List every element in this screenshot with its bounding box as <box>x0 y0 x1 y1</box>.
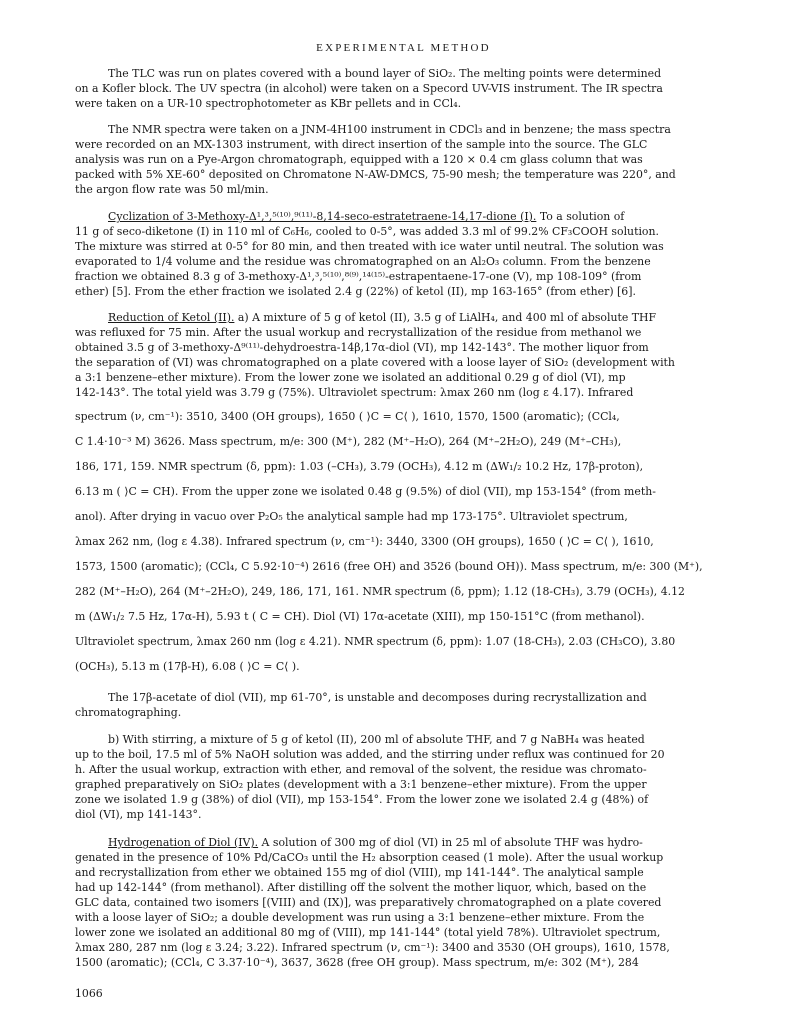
text-line: was refluxed for 75 min. After the usual workup and recrystallization of the residue from methanol we <box>75 326 642 339</box>
text-line: 1500 (aromatic); (CCl₄, C 3.37·10⁻⁴), 3637, 3628 (free OH group). Mass spectrum, m/e: 302 (M⁺), 284 <box>75 956 639 969</box>
text-line: were recorded on an MX-1303 instrument, with direct insertion of the sample into the source. The GLC <box>75 138 648 151</box>
text-line: 11 g of seco-diketone (I) in 110 ml of C₆H₆, cooled to 0-5°, was added 3.3 ml of 99.2% CF₃COOH solution. <box>75 225 659 238</box>
text-line: and recrystallization from ether we obtained 155 mg of diol (VIII), mp 141-144°. The analytical sample <box>75 866 644 879</box>
text-line: packed with 5% XE-60° deposited on Chromatone N-AW-DMCS, 75-90 mesh; the temperature was 220°, and <box>75 168 676 181</box>
text-line: chromatographing. <box>75 706 182 719</box>
paragraph-nabh4 <box>75 732 745 822</box>
text-line: obtained 3.5 g of 3-methoxy-Δ⁹⁽¹¹⁾-dehydroestra-14β,17α-diol (VI), mp 142-143°. The mother liquor from <box>75 341 649 354</box>
text-span: To a solution of <box>536 210 625 223</box>
text-line: 186, 171, 159. NMR spectrum (δ, ppm): 1.03 (–CH₃), 3.79 (OCH₃), 4.12 m (ΔW₁/₂ 10.2 Hz, 17β-proton), <box>75 460 644 473</box>
text-line: 1573, 1500 (aromatic); (CCl₄, C 5.92·10⁻⁴) 2616 (free OH) and 3526 (bound OH)). Mass spectrum, m/e: 300 (M⁺), <box>75 560 703 573</box>
text-line: lower zone we isolated an additional 80 mg of (VIII), mp 141-144° (total yield 78%). Ultraviolet spectrum, <box>75 926 661 939</box>
text-line: 6.13 m ( ⟩C = CH). From the upper zone we isolated 0.48 g (9.5%) of diol (VII), mp 153-154° (from meth- <box>75 485 656 498</box>
heading-cyclization: Cyclization of 3-Methoxy-Δ¹,³,⁵⁽¹⁰⁾,⁹⁽¹¹⁾-8,14-seco-estratetraene-14,17-dione (I). <box>108 210 537 223</box>
paragraph-cyclization <box>75 209 745 299</box>
text-line: Ultraviolet spectrum, λmax 260 nm (log ε 4.21). NMR spectrum (δ, ppm): 1.07 (18-CH₃), 2.03 (CH₃CO), 3.80 <box>75 635 676 648</box>
text-line: evaporated to 1/4 volume and the residue was chromatographed on an Al₂O₃ column. From the benzene <box>75 255 651 268</box>
text-line: analysis was run on a Pye-Argon chromatograph, equipped with a 120 × 0.4 cm glass column that was <box>75 153 643 166</box>
text-line: ether) [5]. From the ether fraction we isolated 2.4 g (22%) of ketol (II), mp 163-165° (from ether) [6]. <box>75 285 636 298</box>
text-line <box>75 835 745 850</box>
text-line: genated in the presence of 10% Pd/CaCO₃ until the H₂ absorption ceased (1 mole). After the usual workup <box>75 851 664 864</box>
text-line: The mixture was stirred at 0-5° for 80 min, and then treated with ice water until neutral. The solution was <box>75 240 664 253</box>
text-span: A solution of 300 mg of diol (VI) in 25 ml of absolute THF was hydro- <box>258 836 643 849</box>
text-line: λmax 280, 287 nm (log ε 3.24; 3.22). Infrared spectrum (ν, cm⁻¹): 3400 and 3530 (OH groups), 1610, 1578, <box>75 941 670 954</box>
text-line: fraction we obtained 8.3 g of 3-methoxy-Δ¹,³,⁵⁽¹⁰⁾,⁸⁽⁹⁾,¹⁴⁽¹⁵⁾-estrapentaene-17-one (V), mp 108-109° (from <box>75 270 642 283</box>
text-line: 142-143°. The total yield was 3.79 g (75%). Ultraviolet spectrum: λmax 260 nm (log ε 4.17). Infrared <box>75 386 634 399</box>
paragraph-acetate <box>75 690 745 720</box>
text-line: up to the boil, 17.5 ml of 5% NaOH solution was added, and the stirring under reflux was continued for 20 <box>75 748 665 761</box>
text-line: graphed preparatively on SiO₂ plates (development with a 3:1 benzene–ether mixture). From the upper <box>75 778 647 791</box>
text-line: were taken on a UR-10 spectrophotometer as KBr pellets and in CCl₄. <box>75 97 462 110</box>
text-line: b) With stirring, a mixture of 5 g of ketol (II), 200 ml of absolute THF, and 7 g NaBH₄ was heated <box>108 733 645 746</box>
text-line: The TLC was run on plates covered with a bound layer of SiO₂. The melting points were determined <box>108 67 662 80</box>
text-line: spectrum (ν, cm⁻¹): 3510, 3400 (OH groups), 1650 ( ⟩C = C⟨ ), 1610, 1570, 1500 (aromatic); (CCl₄, <box>75 410 620 423</box>
text-line: a 3:1 benzene–ether mixture). From the lower zone we isolated an additional 0.29 g of diol (VI), mp <box>75 371 626 384</box>
text-line: (OCH₃), 5.13 m (17β-H), 6.08 ( ⟩C = C⟨ ). <box>75 660 300 673</box>
text-line: had up 142-144° (from methanol). After distilling off the solvent the mother liquor, which, based on the <box>75 881 647 894</box>
text-line: The NMR spectra were taken on a JNM-4H100 instrument in CDCl₃ and in benzene; the mass spectra <box>108 123 671 136</box>
text-line: the argon flow rate was 50 ml/min. <box>75 183 269 196</box>
text-span: a) A mixture of 5 g of ketol (II), 3.5 g of LiAlH₄, and 400 ml of absolute THF <box>234 311 657 324</box>
heading-reduction: Reduction of Ketol (II). <box>108 311 235 324</box>
text-line <box>75 310 745 325</box>
text-line: anol). After drying in vacuo over P₂O₅ the analytical sample had mp 173-175°. Ultraviolet spectrum, <box>75 510 628 523</box>
text-line: with a loose layer of SiO₂; a double development was run using a 3:1 benzene–ether mixture. From the <box>75 911 645 924</box>
paragraph-instruments <box>75 66 745 111</box>
text-line: zone we isolated 1.9 g (38%) of diol (VII), mp 153-154°. From the lower zone we isolated 2.4 g (48%) of <box>75 793 649 806</box>
paragraph-hydrogenation <box>75 835 745 970</box>
text-line: diol (VI), mp 141-143°. <box>75 808 202 821</box>
page-number: 1066 <box>75 987 103 1000</box>
text-line: The 17β-acetate of diol (VII), mp 61-70°, is unstable and decomposes during recrystallization and <box>108 691 647 704</box>
paragraph-reduction <box>75 310 745 400</box>
section-title: EXPERIMENTAL METHOD <box>316 42 491 54</box>
text-line: on a Kofler block. The UV spectra (in alcohol) were taken on a Specord UV-VIS instrument. The IR spectra <box>75 82 663 95</box>
text-line: the separation of (VI) was chromatographed on a plate covered with a loose layer of SiO₂ (development with <box>75 356 675 369</box>
heading-hydrogenation: Hydrogenation of Diol (IV). <box>108 836 259 849</box>
text-line: h. After the usual workup, extraction with ether, and removal of the solvent, the residue was chromato- <box>75 763 647 776</box>
text-line: λmax 262 nm, (log ε 4.38). Infrared spectrum (ν, cm⁻¹): 3440, 3300 (OH groups), 1650 ( ⟩C = C⟨ ), 1610, <box>75 535 654 548</box>
paragraph-nmr-gc <box>75 122 745 197</box>
paragraph-spectra <box>75 404 745 679</box>
text-line <box>75 209 745 224</box>
text-line: GLC data, contained two isomers [(VIII) and (IX)], was preparatively chromatographed on a plate covered <box>75 896 662 909</box>
text-line: m (ΔW₁/₂ 7.5 Hz, 17α-H), 5.93 t ( C = CH). Diol (VI) 17α-acetate (XIII), mp 150-151°C (from methanol). <box>75 610 645 623</box>
text-line: C 1.4·10⁻³ M) 3626. Mass spectrum, m/e: 300 (M⁺), 282 (M⁺–H₂O), 264 (M⁺–2H₂O), 249 (M⁺–CH₃), <box>75 435 622 448</box>
text-line: 282 (M⁺–H₂O), 264 (M⁺–2H₂O), 249, 186, 171, 161. NMR spectrum (δ, ppm); 1.12 (18-CH₃), 3.79 (OCH₃), 4.12 <box>75 585 685 598</box>
